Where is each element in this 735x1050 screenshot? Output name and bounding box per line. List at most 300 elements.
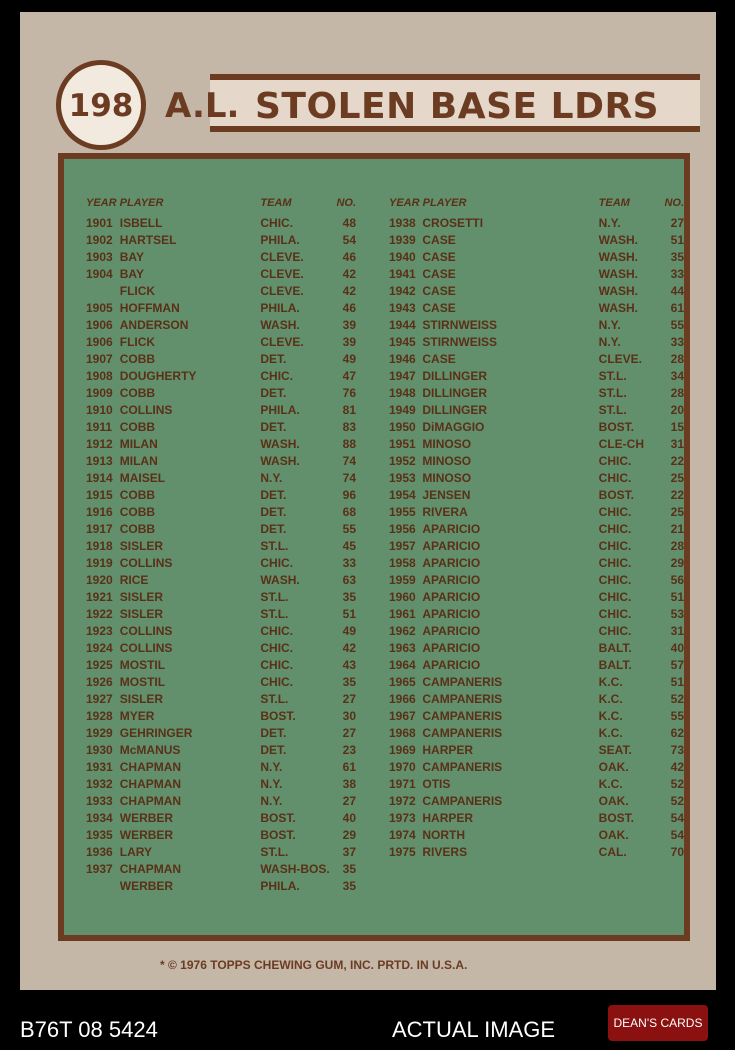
- row-year: 1975: [389, 845, 416, 859]
- row-number: 51: [670, 590, 684, 604]
- row-player: CASE: [422, 301, 456, 315]
- row-number: 45: [342, 539, 356, 553]
- row-player: APARICIO: [422, 641, 481, 655]
- row-player: APARICIO: [422, 539, 481, 553]
- table-row: [389, 606, 684, 623]
- table-row: [389, 521, 684, 538]
- row-year: 1903: [86, 250, 113, 264]
- row-team: K.C.: [598, 709, 623, 723]
- row-year: 1934: [86, 811, 113, 825]
- row-player: CAMPANERIS: [422, 709, 503, 723]
- row-year: 1919: [86, 556, 113, 570]
- row-player: DILLINGER: [422, 369, 488, 383]
- row-team: WASH.: [598, 284, 638, 298]
- table-row: [389, 487, 684, 504]
- row-team: DET.: [260, 505, 287, 519]
- row-number: 49: [342, 352, 356, 366]
- row-year: 1958: [389, 556, 416, 570]
- table-row: [86, 521, 356, 538]
- table-row: [389, 810, 684, 827]
- table-row: [86, 589, 356, 606]
- table-row: [389, 368, 684, 385]
- row-year: 1961: [389, 607, 416, 621]
- row-team: N.Y.: [598, 318, 621, 332]
- row-player: CASE: [422, 267, 456, 281]
- table-row: [86, 419, 356, 436]
- table-row: [86, 691, 356, 708]
- left-header: [86, 197, 356, 209]
- row-year: 1905: [86, 301, 113, 315]
- row-team: CAL.: [598, 845, 627, 859]
- row-number: 35: [670, 250, 684, 264]
- row-year: 1974: [389, 828, 416, 842]
- row-number: 29: [342, 828, 356, 842]
- row-number: 88: [342, 437, 356, 451]
- row-player: NORTH: [422, 828, 466, 842]
- table-row: [389, 504, 684, 521]
- card-header: [40, 58, 690, 150]
- row-number: 51: [670, 233, 684, 247]
- row-player: COBB: [119, 352, 156, 366]
- row-team: CHIC.: [598, 471, 632, 485]
- row-number: 54: [342, 233, 356, 247]
- table-row: [86, 657, 356, 674]
- row-team: N.Y.: [260, 777, 283, 791]
- row-year: 1953: [389, 471, 416, 485]
- row-team: OAK.: [598, 794, 629, 808]
- row-team: CLEVE.: [260, 284, 304, 298]
- row-player: BAY: [119, 250, 144, 264]
- row-player: APARICIO: [422, 573, 481, 587]
- row-team: ST.L.: [598, 386, 627, 400]
- row-number: 25: [670, 505, 684, 519]
- row-number: 34: [670, 369, 684, 383]
- row-player: DiMAGGIO: [422, 420, 485, 434]
- row-team: DET.: [260, 352, 287, 366]
- row-number: 48: [342, 216, 356, 230]
- row-year: 1969: [389, 743, 416, 757]
- table-row: [86, 351, 356, 368]
- row-number: 27: [342, 726, 356, 740]
- row-player: COBB: [119, 420, 156, 434]
- row-number: 68: [342, 505, 356, 519]
- row-number: 53: [670, 607, 684, 621]
- row-player: WERBER: [119, 828, 174, 842]
- table-row: [86, 776, 356, 793]
- row-player: APARICIO: [422, 590, 481, 604]
- row-team: WASH.: [260, 437, 300, 451]
- inventory-code: B76T 08 5424: [20, 1017, 158, 1042]
- row-player: CHAPMAN: [119, 760, 182, 774]
- row-year: 1965: [389, 675, 416, 689]
- table-row: [86, 215, 356, 232]
- row-year: 1925: [86, 658, 113, 672]
- table-row: [86, 266, 356, 283]
- row-year: 1921: [86, 590, 113, 604]
- row-player: RIVERA: [422, 505, 468, 519]
- table-row: [86, 453, 356, 470]
- table-row: [389, 283, 684, 300]
- row-year: 1956: [389, 522, 416, 536]
- row-player: CAMPANERIS: [422, 726, 503, 740]
- row-team: N.Y.: [260, 794, 283, 808]
- row-player: HARPER: [422, 811, 474, 825]
- row-number: 37: [342, 845, 356, 859]
- left-rows: [86, 215, 356, 895]
- table-row: [86, 844, 356, 861]
- row-number: 40: [342, 811, 356, 825]
- row-player: MINOSO: [422, 454, 472, 468]
- row-team: CHIC.: [598, 454, 632, 468]
- row-player: MOSTIL: [119, 675, 166, 689]
- row-year: 1915: [86, 488, 113, 502]
- row-team: PHILA.: [260, 301, 300, 315]
- left-column: [86, 197, 356, 895]
- row-year: 1968: [389, 726, 416, 740]
- row-team: CHIC.: [260, 658, 294, 672]
- row-team: ST.L.: [260, 845, 289, 859]
- row-player: COLLINS: [119, 641, 173, 655]
- table-row: [86, 385, 356, 402]
- row-year: 1970: [389, 760, 416, 774]
- row-year: 1911: [86, 420, 113, 434]
- right-rows: [389, 215, 684, 861]
- table-row: [86, 708, 356, 725]
- table-row: [86, 742, 356, 759]
- row-number: 49: [342, 624, 356, 638]
- row-team: DET.: [260, 522, 287, 536]
- row-player: MYER: [119, 709, 155, 723]
- row-year: [86, 283, 120, 300]
- row-team: CHIC.: [598, 539, 632, 553]
- row-number: 55: [670, 709, 684, 723]
- row-number: 42: [342, 267, 356, 281]
- row-number: 27: [670, 216, 684, 230]
- row-player: CASE: [422, 352, 456, 366]
- row-number: 35: [342, 675, 356, 689]
- row-team: BOST.: [598, 488, 634, 502]
- row-team: DET.: [260, 488, 287, 502]
- row-team: BOST.: [260, 811, 296, 825]
- row-year: 1954: [389, 488, 416, 502]
- table-row: [86, 436, 356, 453]
- row-team: DET.: [260, 726, 287, 740]
- deans-cards-logo: DEAN'S CARDS: [608, 1005, 708, 1041]
- row-player: CHAPMAN: [119, 777, 182, 791]
- row-year: 1908: [86, 369, 113, 383]
- row-year: 1906: [86, 335, 113, 349]
- row-team: BOST.: [260, 828, 296, 842]
- table-row: [389, 232, 684, 249]
- table-row: [86, 827, 356, 844]
- row-year: 1941: [389, 267, 416, 281]
- table-row: [389, 759, 684, 776]
- row-number: 56: [670, 573, 684, 587]
- stats-panel: [58, 153, 690, 941]
- table-row: [389, 657, 684, 674]
- row-team: BOST.: [598, 811, 634, 825]
- table-row: [389, 725, 684, 742]
- row-team: WASH.: [260, 573, 300, 587]
- table-row: [389, 674, 684, 691]
- row-player: CHAPMAN: [119, 862, 182, 876]
- row-team: CHIC.: [598, 522, 632, 536]
- row-number: 81: [342, 403, 356, 417]
- row-year: 1939: [389, 233, 416, 247]
- row-player: DOUGHERTY: [119, 369, 197, 383]
- row-number: 54: [670, 811, 684, 825]
- row-year: 1926: [86, 675, 113, 689]
- row-year: 1963: [389, 641, 416, 655]
- row-year: 1936: [86, 845, 113, 859]
- row-year: 1942: [389, 284, 416, 298]
- row-number: 20: [670, 403, 684, 417]
- table-row: [389, 623, 684, 640]
- row-year: 1923: [86, 624, 113, 638]
- row-year: 1949: [389, 403, 416, 417]
- row-number: 52: [670, 777, 684, 791]
- row-player: HOFFMAN: [119, 301, 180, 315]
- row-number: 38: [342, 777, 356, 791]
- table-row: [86, 555, 356, 572]
- table-row: [86, 861, 356, 878]
- row-team: N.Y.: [598, 216, 621, 230]
- row-team: CHIC.: [260, 369, 294, 383]
- table-row: [389, 436, 684, 453]
- row-team: PHILA.: [260, 403, 300, 417]
- row-player: ISBELL: [119, 216, 163, 230]
- row-team: BALT.: [598, 658, 632, 672]
- table-row: [389, 266, 684, 283]
- row-team: DET.: [260, 420, 287, 434]
- row-player: MAISEL: [119, 471, 166, 485]
- row-player: CAMPANERIS: [422, 675, 503, 689]
- table-row: [86, 878, 356, 895]
- row-year: 1948: [389, 386, 416, 400]
- row-number: 23: [342, 743, 356, 757]
- row-year: 1928: [86, 709, 113, 723]
- row-team: WASH.: [598, 267, 638, 281]
- table-row: [389, 470, 684, 487]
- row-year: 1904: [86, 267, 113, 281]
- row-team: CHIC.: [598, 505, 632, 519]
- row-number: 51: [670, 675, 684, 689]
- row-player: CAMPANERIS: [422, 760, 503, 774]
- header-team: TEAM: [260, 197, 292, 209]
- row-number: 83: [342, 420, 356, 434]
- row-player: CHAPMAN: [119, 794, 182, 808]
- row-year: 1930: [86, 743, 113, 757]
- table-row: [389, 793, 684, 810]
- row-player: RICE: [119, 573, 149, 587]
- row-player: COBB: [119, 488, 156, 502]
- row-player: STIRNWEISS: [422, 335, 498, 349]
- row-team: ST.L.: [260, 539, 289, 553]
- row-player: ANDERSON: [119, 318, 189, 332]
- row-year: 1933: [86, 794, 113, 808]
- row-player: APARICIO: [422, 522, 481, 536]
- row-year: 1972: [389, 794, 416, 808]
- row-player: STIRNWEISS: [422, 318, 498, 332]
- row-player: LARY: [119, 845, 152, 859]
- row-player: CASE: [422, 233, 456, 247]
- row-number: 40: [670, 641, 684, 655]
- table-row: [389, 844, 684, 861]
- table-row: [389, 402, 684, 419]
- row-year: 1901: [86, 216, 113, 230]
- table-row: [389, 589, 684, 606]
- row-number: 55: [342, 522, 356, 536]
- row-number: 25: [670, 471, 684, 485]
- row-team: CHIC.: [598, 607, 632, 621]
- row-number: 51: [342, 607, 356, 621]
- table-row: [86, 470, 356, 487]
- row-team: ST.L.: [260, 607, 289, 621]
- row-number: 30: [342, 709, 356, 723]
- row-year: 1947: [389, 369, 416, 383]
- row-team: CHIC.: [260, 216, 294, 230]
- row-year: 1957: [389, 539, 416, 553]
- table-row: [86, 793, 356, 810]
- row-year: 1924: [86, 641, 113, 655]
- row-player: CAMPANERIS: [422, 692, 503, 706]
- row-year: 1952: [389, 454, 416, 468]
- row-player: COBB: [119, 505, 156, 519]
- table-row: [86, 334, 356, 351]
- row-year: 1945: [389, 335, 416, 349]
- row-team: WASH.: [598, 250, 638, 264]
- row-team: N.Y.: [260, 471, 283, 485]
- row-number: 28: [670, 386, 684, 400]
- row-number: 61: [670, 301, 684, 315]
- row-player: SISLER: [119, 539, 164, 553]
- row-team: CLEVE.: [260, 250, 304, 264]
- row-number: 27: [342, 692, 356, 706]
- row-team: CLEVE.: [260, 267, 304, 281]
- row-team: BALT.: [598, 641, 632, 655]
- table-row: [86, 402, 356, 419]
- row-number: 35: [342, 879, 356, 893]
- row-player: FLICK: [119, 335, 156, 349]
- row-number: 52: [670, 692, 684, 706]
- row-team: CHIC.: [598, 556, 632, 570]
- row-number: 61: [342, 760, 356, 774]
- row-player: WERBER: [119, 879, 174, 893]
- row-player: APARICIO: [422, 624, 481, 638]
- row-team: CLE-CH: [598, 437, 644, 451]
- row-team: SEAT.: [598, 743, 632, 757]
- header-year-player: YEAR PLAYER: [86, 197, 164, 209]
- row-number: 63: [342, 573, 356, 587]
- row-team: DET.: [260, 386, 287, 400]
- row-team: ST.L.: [598, 369, 627, 383]
- row-team: CLEVE.: [260, 335, 304, 349]
- row-number: 31: [670, 437, 684, 451]
- table-row: [86, 572, 356, 589]
- row-year: 1907: [86, 352, 113, 366]
- row-player: GEHRINGER: [119, 726, 193, 740]
- row-team: K.C.: [598, 692, 623, 706]
- header-no: NO.: [664, 197, 684, 209]
- row-player: BAY: [119, 267, 144, 281]
- row-number: 27: [342, 794, 356, 808]
- right-column: [389, 197, 684, 861]
- row-number: 22: [670, 454, 684, 468]
- league-label: A.L.: [165, 86, 240, 126]
- row-team: WASH-BOS.: [260, 862, 330, 876]
- row-year: 1960: [389, 590, 416, 604]
- row-year: 1914: [86, 471, 113, 485]
- row-team: CLEVE.: [598, 352, 642, 366]
- table-row: [86, 368, 356, 385]
- table-row: [389, 555, 684, 572]
- table-row: [86, 606, 356, 623]
- row-number: 73: [670, 743, 684, 757]
- row-team: CHIC.: [598, 590, 632, 604]
- row-year: 1902: [86, 233, 113, 247]
- row-number: 46: [342, 301, 356, 315]
- actual-image-label: ACTUAL IMAGE: [392, 1017, 555, 1042]
- table-row: [86, 487, 356, 504]
- table-row: [86, 725, 356, 742]
- row-year: 1940: [389, 250, 416, 264]
- table-row: [86, 283, 356, 300]
- row-number: 15: [670, 420, 684, 434]
- table-row: [389, 640, 684, 657]
- card-title: STOLEN BASE LDRS: [255, 86, 660, 127]
- row-player: MILAN: [119, 454, 158, 468]
- row-player: McMANUS: [119, 743, 181, 757]
- row-year: 1955: [389, 505, 416, 519]
- table-row: [86, 317, 356, 334]
- table-row: [389, 317, 684, 334]
- row-number: 57: [670, 658, 684, 672]
- row-number: 29: [670, 556, 684, 570]
- row-player: COLLINS: [119, 556, 173, 570]
- row-team: CHIC.: [598, 624, 632, 638]
- row-player: CASE: [422, 284, 456, 298]
- row-number: 28: [670, 352, 684, 366]
- row-player: MILAN: [119, 437, 158, 451]
- row-player: COBB: [119, 386, 156, 400]
- row-year: 1937: [86, 862, 113, 876]
- row-number: 55: [670, 318, 684, 332]
- row-number: 22: [670, 488, 684, 502]
- row-number: 46: [342, 250, 356, 264]
- row-player: SISLER: [119, 607, 164, 621]
- table-row: [389, 708, 684, 725]
- table-row: [389, 572, 684, 589]
- table-row: [389, 300, 684, 317]
- row-year: 1951: [389, 437, 416, 451]
- row-year: 1938: [389, 216, 416, 230]
- row-year: 1910: [86, 403, 113, 417]
- row-year: 1959: [389, 573, 416, 587]
- row-year: 1922: [86, 607, 113, 621]
- table-row: [389, 776, 684, 793]
- table-row: [389, 538, 684, 555]
- row-team: BOST.: [260, 709, 296, 723]
- row-player: COLLINS: [119, 624, 173, 638]
- row-number: 33: [670, 335, 684, 349]
- row-number: 76: [342, 386, 356, 400]
- row-player: DILLINGER: [422, 403, 488, 417]
- table-row: [389, 249, 684, 266]
- table-row: [86, 640, 356, 657]
- row-number: 31: [670, 624, 684, 638]
- row-number: 35: [342, 862, 356, 876]
- header-no: NO.: [336, 197, 356, 209]
